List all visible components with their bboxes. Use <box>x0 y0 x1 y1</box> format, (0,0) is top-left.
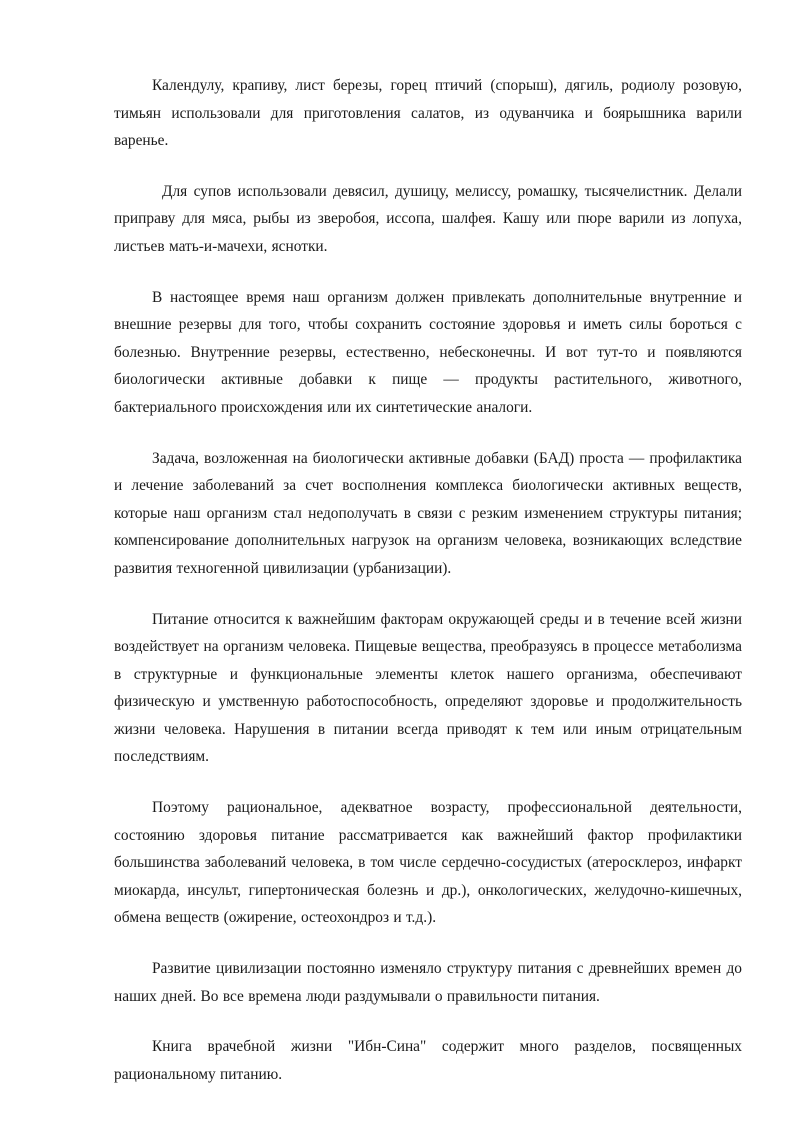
paragraph: Развитие цивилизации постоянно изменяло структуру питания с древнейших времен до наших дней. Во все времена люди раздумывали о правильности питания. <box>114 960 742 1005</box>
paragraph: Питание относится к важнейшим факторам окружающей среды и в течение всей жизни воздействует на организм человека. Пищевые вещества, преобразуясь в процессе метаболизма в структурные и функциональные элементы клеток нашего организма, обеспечивают физическую и умственную работоспособность, определяют здоровье и продолжительность жизни человека. Нарушения в питании всегда приводят к тем или иным отрицательным последствиям. <box>114 610 742 766</box>
paragraph: Календулу, крапиву, лист березы, горец птичий (спорыш), дягиль, родиолу розовую, тимьян использовали для приготовления салатов, из одуванчика и боярышника варили варенье. <box>114 77 742 150</box>
paragraph: В настоящее время наш организм должен привлекать дополнительные внутренние и внешние резервы для того, чтобы сохранить состояние здоровья и иметь силы бороться с болезнью. Внутренние резервы, естественно, небесконечны. И вот тут-то и появляются биологически активные добавки к пище — продукты растительного, животного, бактериального происхождения или их синтетические аналоги. <box>114 288 742 416</box>
paragraph: Поэтому рациональное, адекватное возрасту, профессиональной деятельности, состоянию здоровья питание рассматривается как важнейший фактор профилактики большинства заболеваний человека, в том числе сердечно-сосудистых (атеросклероз, инфаркт миокарда, инсульт, гипертоническая болезнь и др.), онкологических, желудочно-кишечных, обмена веществ (ожирение, остеохондроз и т.д.). <box>114 799 742 927</box>
paragraph: Задача, возложенная на биологически активные добавки (БАД) проста — профилактика и лечение заболеваний за счет восполнения комплекса биологически активных веществ, которые наш организм стал недополучать в связи с резким изменением структуры питания; компенсирование дополнительных нагрузок на организм человека, возникающих вследствие развития техногенной цивилизации (урбанизации). <box>114 449 742 577</box>
document-body <box>114 72 742 1111</box>
paragraph: Книга врачебной жизни "Ибн-Сина" содержит много разделов, посвященных рациональному питанию. <box>114 1038 742 1083</box>
paragraph: Для супов использовали девясил, душицу, мелиссу, ромашку, тысячелистник. Делали приправу для мяса, рыбы из зверобоя, иссопа, шалфея. Кашу или пюре варили из лопуха, листьев мать-и-мачехи, яснотки. <box>114 182 742 255</box>
